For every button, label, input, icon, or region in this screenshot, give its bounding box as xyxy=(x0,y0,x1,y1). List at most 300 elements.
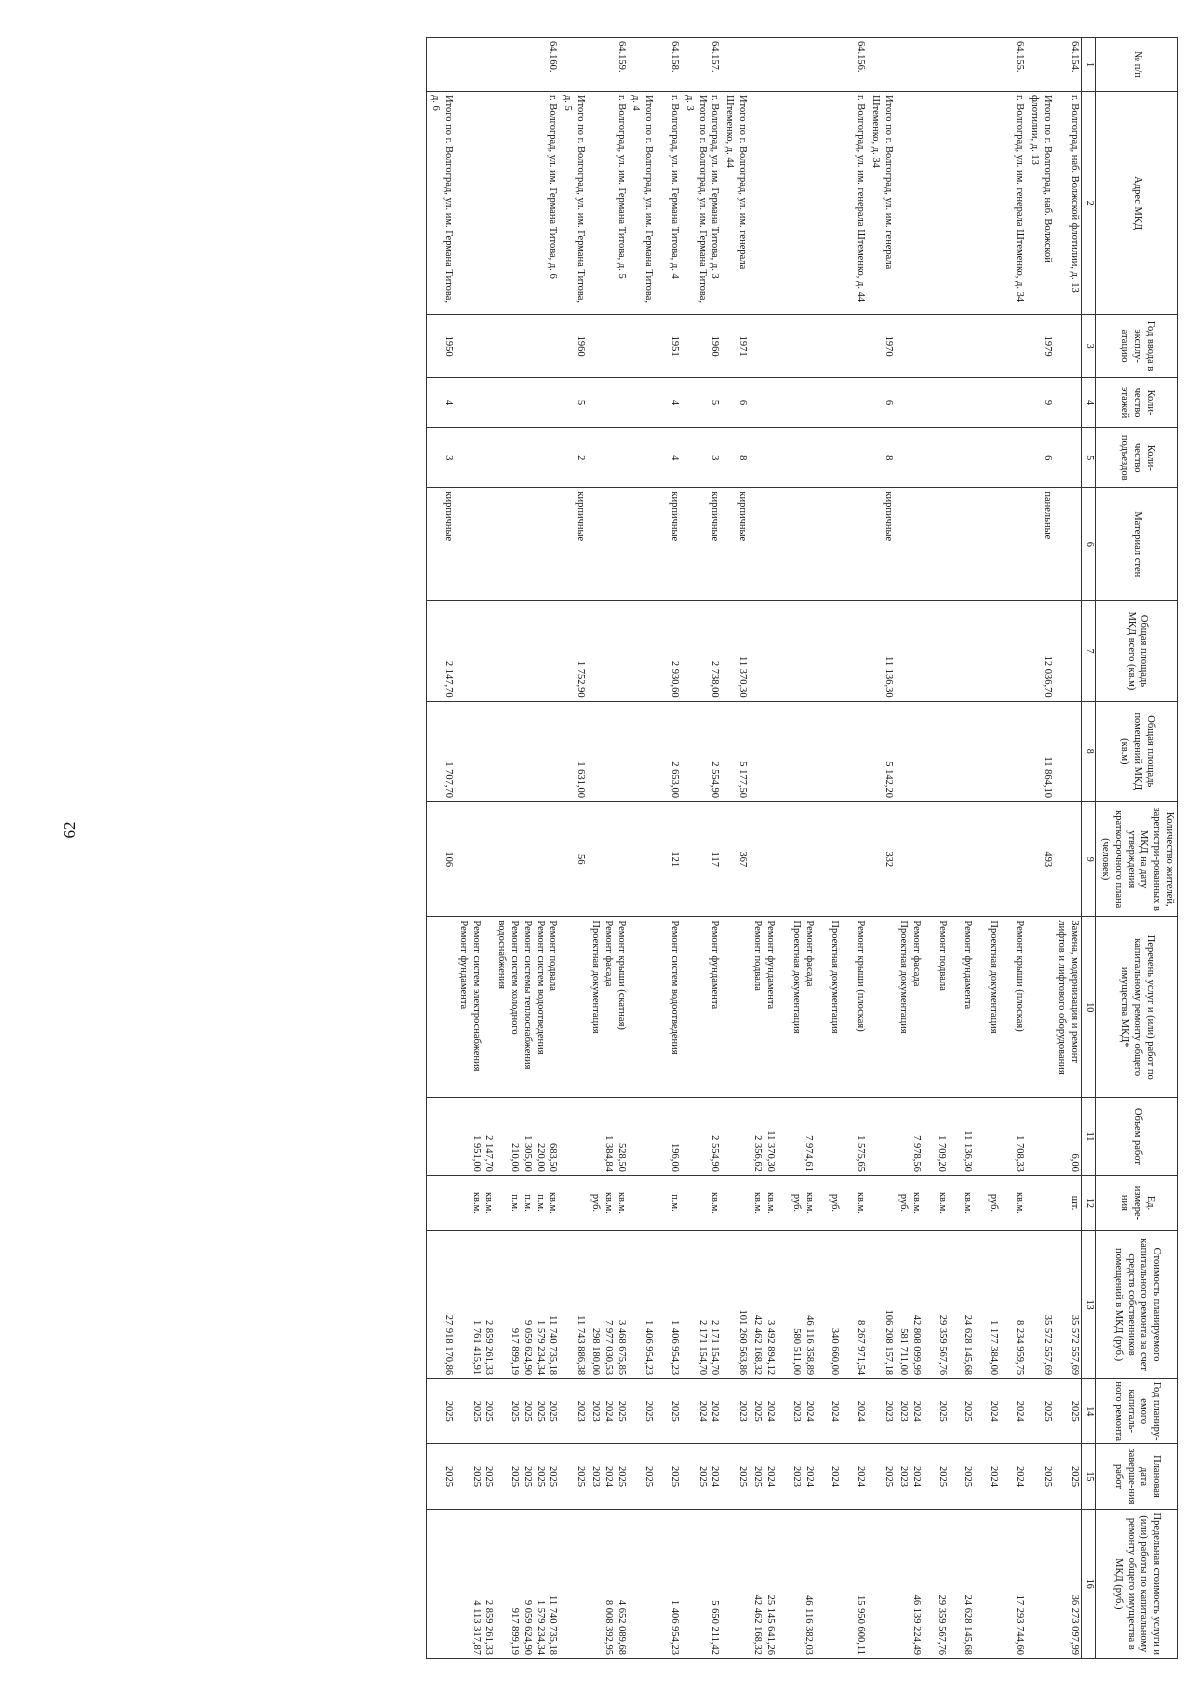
cell-col-11 xyxy=(721,1098,749,1176)
cell-col-5 xyxy=(749,428,867,488)
cell-col-4: 6 xyxy=(721,377,749,427)
cell-col-3 xyxy=(895,315,1026,378)
cell-col-13 xyxy=(587,1231,628,1379)
cell-line: 17 293 744,60 xyxy=(1014,1594,1026,1655)
cell-col-3 xyxy=(749,315,867,378)
cell-line: 2025 xyxy=(509,1465,521,1487)
cell-line xyxy=(986,1513,999,1655)
cell-line: 9 059 624,90 xyxy=(521,1319,533,1376)
cell-line: 29 359 567,76 xyxy=(936,1314,948,1376)
cell-line: 2024 xyxy=(709,1400,721,1422)
cell-line xyxy=(588,1101,601,1172)
cell-line: 7 978,56 xyxy=(910,1135,922,1172)
cell-line xyxy=(654,95,667,311)
work-item: Ремонт систем водоотведения xyxy=(534,920,546,1055)
cell-line xyxy=(840,1513,853,1655)
cell-col-6: кирпичные xyxy=(721,488,749,601)
cell-line: 42 462 168,32 xyxy=(751,1594,763,1655)
cell-line: 2025 xyxy=(643,1400,655,1422)
cell-col-1: 64.158. xyxy=(628,38,681,92)
cell-col-9 xyxy=(587,801,628,916)
cell-col-16 xyxy=(681,1509,721,1658)
cell-col-14 xyxy=(628,1379,681,1444)
cell-line: 298 180,00 xyxy=(590,1327,602,1376)
cell-col-11 xyxy=(895,1098,1026,1176)
cell-col-6: кирпичные xyxy=(427,488,455,601)
cell-line xyxy=(840,1234,853,1375)
cell-col-8: 2 554,90 xyxy=(681,701,721,801)
cell-col-14 xyxy=(749,1379,867,1444)
cell-line xyxy=(999,1513,1012,1655)
column-header-2: Адрес МКД xyxy=(1096,91,1178,314)
work-item: Ремонт фасада xyxy=(910,920,922,987)
cell-col-12 xyxy=(721,1175,749,1230)
cell-col-12 xyxy=(560,1175,588,1230)
cell-line: 1 384,84 xyxy=(602,1135,614,1172)
cell-line xyxy=(641,1513,654,1655)
table-row xyxy=(1026,38,1054,1659)
cell-col-16 xyxy=(427,1509,455,1658)
cell-col-16 xyxy=(455,1509,560,1658)
cell-line: 2024 xyxy=(602,1400,614,1422)
cell-line: г. Волгоград, ул. им. генерала Штеменко, д. 44 xyxy=(855,94,867,303)
cell-col-8 xyxy=(749,701,867,801)
cell-col-1: 64.160. xyxy=(455,38,560,92)
cell-line: руб. xyxy=(590,1193,602,1213)
cell-line: 1 177 384,00 xyxy=(988,1319,1000,1376)
cell-col-13 xyxy=(867,1231,895,1379)
cell-line xyxy=(999,1234,1012,1375)
cell-col-4: 4 xyxy=(628,377,681,427)
cell-col-10 xyxy=(681,917,721,1098)
cell-col-1: 64.159. xyxy=(587,38,628,92)
cell-line xyxy=(999,1101,1012,1172)
work-item xyxy=(999,920,1012,1094)
cell-col-2 xyxy=(427,91,455,314)
cell-line: 528,50 xyxy=(615,1142,627,1172)
cell-line: 2024 xyxy=(829,1400,841,1422)
cell-line: 2025 xyxy=(752,1465,764,1487)
cell-line: 35 572 557,69 xyxy=(1041,1314,1053,1376)
cell-col-9: 121 xyxy=(628,801,681,916)
cell-col-13 xyxy=(455,1231,560,1379)
cell-line: кв.м. xyxy=(615,1191,627,1214)
cell-line: 46 139 224,49 xyxy=(910,1594,922,1655)
cell-line: 1 708,33 xyxy=(1014,1135,1026,1172)
cell-col-11 xyxy=(867,1098,895,1176)
cell-col-11 xyxy=(628,1098,681,1176)
cell-col-10 xyxy=(1026,917,1054,1098)
cell-line xyxy=(947,1513,960,1655)
cell-col-6 xyxy=(587,488,628,601)
column-header-8: Общая площадь помещений МКД (кв.м) xyxy=(1096,701,1178,801)
cell-line: 2025 xyxy=(737,1465,749,1487)
cell-line xyxy=(947,1101,960,1172)
column-header-10: Перечень услуг и (или) работ по капитальному ремонту общего имущества МКД* xyxy=(1096,917,1178,1098)
cell-line xyxy=(814,1101,827,1172)
cell-line: кв.м. xyxy=(483,1191,495,1214)
cell-col-10 xyxy=(721,917,749,1098)
cell-line: 2 356,62 xyxy=(751,1135,763,1172)
table-row xyxy=(560,38,588,1659)
cell-col-5 xyxy=(587,428,628,488)
cell-col-12 xyxy=(1054,1175,1082,1230)
cell-line: кв.м. xyxy=(752,1191,764,1214)
cell-line: 2025 xyxy=(882,1465,894,1487)
cell-col-9: 117 xyxy=(681,801,721,916)
cell-line: 2024 xyxy=(988,1400,1000,1422)
cell-col-9 xyxy=(1054,801,1082,916)
cell-col-8: 2 653,00 xyxy=(628,701,681,801)
cell-line: кв.м. xyxy=(910,1191,922,1214)
cell-col-14 xyxy=(895,1379,1026,1444)
cell-line: 2025 xyxy=(521,1400,533,1422)
cell-line: 2025 xyxy=(442,1400,454,1422)
column-header-1: № п/п xyxy=(1096,38,1178,92)
cell-col-11 xyxy=(681,1098,721,1176)
column-header-13: Стоимость планируемого капитального ремонта за счет средств собственников помещений в МКД (руб.) xyxy=(1096,1231,1178,1379)
cell-line: 2025 xyxy=(643,1465,655,1487)
cell-line xyxy=(840,1179,853,1227)
cell-line: 2023 xyxy=(590,1400,602,1422)
cell-col-2 xyxy=(721,91,749,314)
cell-col-14 xyxy=(587,1379,628,1444)
cell-line xyxy=(881,1513,894,1655)
cell-col-3: 1971 xyxy=(721,315,749,378)
cell-col-12 xyxy=(867,1175,895,1230)
cell-col-5: 3 xyxy=(681,428,721,488)
cell-col-16 xyxy=(628,1509,681,1658)
cell-col-9 xyxy=(895,801,1026,916)
cell-col-15 xyxy=(867,1444,895,1509)
cell-line xyxy=(654,1234,667,1375)
cell-line xyxy=(922,1101,935,1172)
cell-col-7 xyxy=(587,601,628,701)
cell-line xyxy=(973,1513,986,1655)
cell-col-10 xyxy=(867,917,895,1098)
repair-plan-table xyxy=(426,37,1178,1659)
cell-line: 2024 xyxy=(988,1465,1000,1487)
cell-col-4: 6 xyxy=(867,377,895,427)
cell-col-16 xyxy=(867,1509,895,1658)
cell-col-3 xyxy=(455,315,560,378)
cell-line: г. Волгоград, ул. им. Германа Титова, д. 4 xyxy=(669,94,681,279)
cell-line xyxy=(814,1513,827,1655)
cell-line: 3 492 894,12 xyxy=(765,1319,777,1376)
cell-col-11 xyxy=(587,1098,628,1176)
cell-line xyxy=(573,1513,586,1655)
column-header-14: Год планиру-емого капиталь-ного ремонта xyxy=(1096,1379,1178,1444)
cell-line: кв.м. xyxy=(765,1191,777,1214)
cell-line: 46 116 382,03 xyxy=(803,1595,815,1655)
cell-line: 2 147,70 xyxy=(483,1135,495,1172)
cell-line: 196,00 xyxy=(669,1142,681,1172)
cell-col-14 xyxy=(455,1379,560,1444)
work-item: Проектная документация xyxy=(898,920,910,1034)
cell-line: 4 113 317,87 xyxy=(470,1600,482,1655)
column-number-3: 3 xyxy=(1082,315,1096,378)
cell-col-10 xyxy=(587,917,628,1098)
cell-col-8 xyxy=(587,701,628,801)
cell-line xyxy=(881,1101,894,1172)
cell-col-7 xyxy=(455,601,560,701)
cell-line: 1 406 954,23 xyxy=(643,1319,655,1376)
cell-line: 2024 xyxy=(803,1400,815,1422)
work-item: Ремонт фасада xyxy=(803,920,815,987)
cell-line: 2023 xyxy=(898,1465,910,1487)
cell-col-9: 493 xyxy=(1026,801,1054,916)
cell-line: 2025 xyxy=(534,1465,546,1487)
work-item: Проектная документация xyxy=(590,920,602,1034)
column-header-6: Материал стен xyxy=(1096,488,1178,601)
cell-line: 4 652 089,68 xyxy=(615,1599,627,1655)
cell-col-15 xyxy=(560,1444,588,1509)
cell-col-16 xyxy=(1026,1509,1054,1658)
cell-line: 581 711,00 xyxy=(898,1328,910,1376)
cell-col-10 xyxy=(427,917,455,1098)
cell-col-2 xyxy=(1026,91,1054,314)
table-row xyxy=(587,38,628,1659)
work-item: Проектная документация xyxy=(988,920,1000,1034)
work-item xyxy=(948,920,961,1094)
cell-line xyxy=(494,1382,507,1440)
cell-col-13 xyxy=(895,1231,1026,1379)
cell-line: руб. xyxy=(988,1193,1000,1213)
cell-line: 1 579 234,34 xyxy=(534,1319,546,1376)
cell-line xyxy=(695,1513,708,1655)
cell-line xyxy=(986,1101,999,1172)
cell-col-16 xyxy=(721,1509,749,1658)
table-row xyxy=(895,38,1026,1659)
cell-col-5: 4 xyxy=(628,428,681,488)
work-item: Ремонт систем водоотведения xyxy=(669,920,681,1055)
cell-line: п.м. xyxy=(669,1194,681,1212)
table-row xyxy=(749,38,867,1659)
cell-line xyxy=(815,1179,828,1227)
cell-line: 917 899,19 xyxy=(509,1607,521,1655)
cell-line: 2025 xyxy=(547,1400,559,1422)
cell-line: руб. xyxy=(898,1193,910,1213)
cell-col-9 xyxy=(455,801,560,916)
cell-line xyxy=(973,1101,986,1172)
cell-line xyxy=(776,1447,789,1505)
table-row xyxy=(455,38,560,1659)
table-row xyxy=(1054,38,1082,1659)
cell-line xyxy=(922,1513,935,1655)
cell-line xyxy=(588,1513,601,1655)
cell-col-15 xyxy=(749,1444,867,1509)
cell-col-4: 4 xyxy=(427,377,455,427)
cell-col-8: 1 631,00 xyxy=(560,701,588,801)
cell-line: 36 273 097,99 xyxy=(1069,1594,1081,1655)
cell-line: 2 171 154,70 xyxy=(696,1319,708,1376)
column-number-6: 6 xyxy=(1082,488,1096,601)
cell-line xyxy=(999,1179,1012,1227)
cell-line xyxy=(695,1101,708,1172)
cell-line: кв.м. xyxy=(602,1191,614,1214)
cell-line xyxy=(573,1179,586,1227)
cell-line: 2024 xyxy=(765,1400,777,1422)
cell-col-4: 5 xyxy=(560,377,588,427)
cell-col-12 xyxy=(1026,1175,1054,1230)
cell-line: 2025 xyxy=(483,1400,495,1422)
column-number-9: 9 xyxy=(1082,801,1096,916)
work-item: Ремонт крыши (скатная) xyxy=(615,920,627,1030)
cell-line: г. Волгоград, наб. Волжской флотилии, д. 13 xyxy=(1069,94,1081,293)
column-header-3: Год ввода в эксплу-атацию xyxy=(1096,315,1178,378)
work-item: Ремонт системы теплоснабжения xyxy=(521,920,533,1070)
cell-line: кв.м. xyxy=(547,1191,559,1214)
cell-line: 2023 xyxy=(882,1400,894,1422)
cell-line xyxy=(789,1101,802,1172)
cell-col-13 xyxy=(1026,1231,1054,1379)
cell-line: кв.м. xyxy=(470,1191,482,1214)
cell-line xyxy=(654,1513,667,1655)
header-row xyxy=(1096,38,1178,1659)
work-item xyxy=(776,920,789,1094)
cell-line: 2023 xyxy=(790,1400,802,1422)
cell-line xyxy=(735,1101,748,1172)
cell-col-15 xyxy=(587,1444,628,1509)
cell-line: п.м. xyxy=(509,1194,521,1212)
work-item: Ремонт крыши (плоская) xyxy=(855,920,867,1032)
work-item xyxy=(1040,920,1053,1094)
cell-line: кв.м. xyxy=(936,1191,948,1214)
cell-line xyxy=(922,1382,935,1440)
rotated-table-wrapper xyxy=(36,37,1178,1659)
column-number-13: 13 xyxy=(1082,1231,1096,1379)
cell-line xyxy=(441,1101,454,1172)
cell-line: 2024 xyxy=(803,1465,815,1487)
cell-line: 2025 xyxy=(1041,1465,1053,1487)
page-number: 62 xyxy=(60,821,79,839)
cell-col-12 xyxy=(628,1175,681,1230)
cell-line: 11 740 735,18 xyxy=(547,1595,559,1655)
cell-line xyxy=(973,1179,986,1227)
cell-col-8 xyxy=(895,701,1026,801)
cell-line: 2 171 154,70 xyxy=(709,1319,721,1376)
cell-col-12 xyxy=(587,1175,628,1230)
cell-col-2 xyxy=(628,91,681,314)
column-header-9: Количество жителей, зарегистри-рованных в МКД на дату утверждения краткосрочного плана (человек) xyxy=(1096,801,1178,916)
cell-line xyxy=(948,1382,961,1440)
cell-line: 2025 xyxy=(615,1400,627,1422)
work-item: Ремонт фасада xyxy=(602,920,614,987)
cell-line: 11 136,30 xyxy=(962,1130,974,1172)
cell-line xyxy=(973,1382,986,1440)
cell-line: 2024 xyxy=(709,1465,721,1487)
work-item xyxy=(735,920,748,1094)
cell-col-4 xyxy=(1054,377,1082,427)
cell-line xyxy=(1040,1101,1053,1172)
cell-line xyxy=(494,1179,507,1227)
cell-line: 2025 xyxy=(1069,1465,1081,1487)
cell-col-16 xyxy=(1054,1509,1082,1658)
cell-col-4 xyxy=(455,377,560,427)
cell-line: 2 859 261,33 xyxy=(483,1599,495,1655)
work-item xyxy=(815,920,828,1094)
cell-line: 2024 xyxy=(855,1465,867,1487)
cell-line: 27 918 170,86 xyxy=(442,1314,454,1376)
column-number-7: 7 xyxy=(1082,601,1096,701)
cell-col-5 xyxy=(895,428,1026,488)
cell-line: 15 950 600,11 xyxy=(855,1595,867,1655)
cell-col-11 xyxy=(1026,1098,1054,1176)
cell-col-6: панельные xyxy=(1026,488,1054,601)
cell-col-12 xyxy=(895,1175,1026,1230)
cell-line: кв.м. xyxy=(709,1191,721,1214)
cell-line: 2025 xyxy=(534,1400,546,1422)
cell-line: 340 660,00 xyxy=(829,1327,841,1376)
cell-line xyxy=(815,1447,828,1505)
cell-line: 2025 xyxy=(442,1465,454,1487)
cell-col-15 xyxy=(1054,1444,1082,1509)
column-number-2: 2 xyxy=(1082,91,1096,314)
cell-line: 2025 xyxy=(669,1465,681,1487)
cell-line: кв.м. xyxy=(1014,1191,1026,1214)
cell-line: 35 572 557,69 xyxy=(1069,1314,1081,1376)
cell-col-7: 2 147,70 xyxy=(427,601,455,701)
cell-col-16 xyxy=(587,1509,628,1658)
cell-line xyxy=(735,1513,748,1655)
cell-col-3: 1960 xyxy=(560,315,588,378)
cell-line xyxy=(654,1447,667,1505)
work-item xyxy=(441,920,454,1094)
cell-line: г. Волгоград, ул. им. генерала Штеменко, д. 34 xyxy=(1014,94,1026,303)
cell-line xyxy=(973,1234,986,1375)
cell-col-10 xyxy=(1054,917,1082,1098)
table-row xyxy=(721,38,749,1659)
cell-line: 2025 xyxy=(521,1465,533,1487)
cell-line: 2025 xyxy=(470,1400,482,1422)
table-row xyxy=(867,38,895,1659)
cell-col-5: 8 xyxy=(867,428,895,488)
column-header-16: Предельная стоимость услуги и (или) работы по капитальному ремонту общего имущества в МКД (руб.) xyxy=(1096,1509,1178,1658)
cell-line: 7 974,61 xyxy=(803,1135,815,1172)
cell-line: 2024 xyxy=(765,1465,777,1487)
cell-line: 2025 xyxy=(547,1465,559,1487)
cell-line: 2025 xyxy=(575,1465,587,1487)
cell-line: 8 008 392,95 xyxy=(602,1599,614,1655)
cell-col-9: 106 xyxy=(427,801,455,916)
table-row xyxy=(681,38,721,1659)
cell-line: кв.м. xyxy=(855,1191,867,1214)
cell-col-2 xyxy=(455,91,560,314)
cell-col-7 xyxy=(895,601,1026,701)
cell-line xyxy=(1040,1179,1053,1227)
cell-col-12 xyxy=(427,1175,455,1230)
cell-line: 6,00 xyxy=(1069,1153,1081,1172)
cell-col-6: кирпичные xyxy=(628,488,681,601)
cell-line xyxy=(735,1179,748,1227)
work-item xyxy=(573,920,586,1094)
work-item xyxy=(482,920,495,1094)
cell-col-5: 6 xyxy=(1026,428,1054,488)
cell-col-1 xyxy=(1026,38,1054,92)
cell-line: 1 406 954,23 xyxy=(669,1599,681,1655)
column-header-4: Коли-чество этажей xyxy=(1096,377,1178,427)
cell-line xyxy=(789,1513,802,1655)
cell-col-7: 12 036,70 xyxy=(1026,601,1054,701)
cell-col-7: 1 752,90 xyxy=(560,601,588,701)
cell-col-14 xyxy=(867,1379,895,1444)
cell-col-11 xyxy=(1054,1098,1082,1176)
cell-line xyxy=(922,1179,935,1227)
cell-col-2 xyxy=(1054,91,1082,314)
work-item: Ремонт фундамента xyxy=(457,920,469,1010)
work-item: Ремонт фундамента xyxy=(765,920,777,1010)
cell-line: 2023 xyxy=(737,1400,749,1422)
